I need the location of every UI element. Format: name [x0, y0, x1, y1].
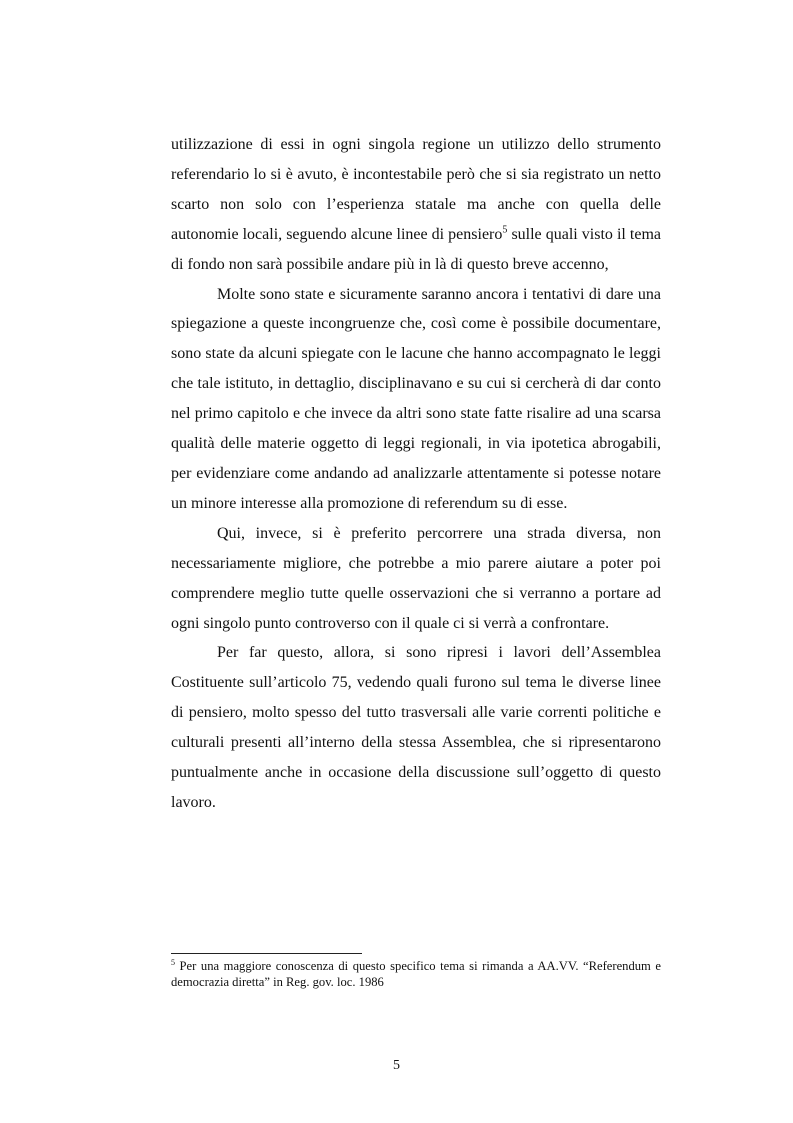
footnote-separator [171, 953, 362, 954]
footnote-number: 5 [171, 957, 175, 967]
main-text [171, 130, 661, 818]
paragraph-3: Qui, invece, si è preferito percorrere una strada diversa, non necessariamente migliore, che potrebbe a mio parere aiutare a poter poi comprendere meglio tutte quelle osservazioni che si verranno a portare ad ogni singolo punto controverso con il quale ci si verrà a confrontare. [171, 524, 661, 632]
paragraph-2: Molte sono state e sicuramente saranno ancora i tentativi di dare una spiegazione a queste incongruenze che, così come è possibile documentare, sono state da alcuni spiegate con le lacune che hanno accompagnato le leggi che tale istituto, in dettaglio, disciplinavano e su cui si cercherà di dar conto nel primo capitolo e che invece da altri sono state fatte risalire ad una scarsa qualità delle materie oggetto di leggi regionali, in via ipotetica abrogabili, per evidenziare come andando ad analizzarle attentamente si potesse notare un minore interesse alla promozione di referendum su di esse. [171, 285, 661, 512]
footnote [171, 958, 661, 990]
paragraph-1 [171, 130, 661, 280]
page-number: 5 [393, 1058, 400, 1073]
paragraph-1-text-b: sulle quali visto il tema di fondo non sarà possibile andare più in là di questo breve accenno, [171, 225, 661, 273]
paragraph-1-text-a: utilizzazione di essi in ogni singola regione un utilizzo dello strumento referendario lo si è avuto, è incontestabile però che si sia registrato un netto scarto non solo con l’esperienza statale ma anche con quella delle autonomie locali, seguendo alcune linee di pensiero [171, 136, 661, 243]
paragraph-4: Per far questo, allora, si sono ripresi i lavori dell’Assemblea Costituente sull’articolo 75, vedendo quali furono sul tema le diverse linee di pensiero, molto spesso del tutto trasversali alle varie correnti politiche e culturali presenti all’interno della stessa Assemblea, che si ripresentarono puntualmente anche in occasione della discussione sull’oggetto di questo lavoro. [171, 644, 661, 811]
footnote-text: Per una maggiore conoscenza di questo specifico tema si rimanda a AA.VV. “Referendum e democrazia diretta” in Reg. gov. loc. 1986 [171, 959, 661, 989]
footnote-reference: 5 [502, 224, 508, 236]
